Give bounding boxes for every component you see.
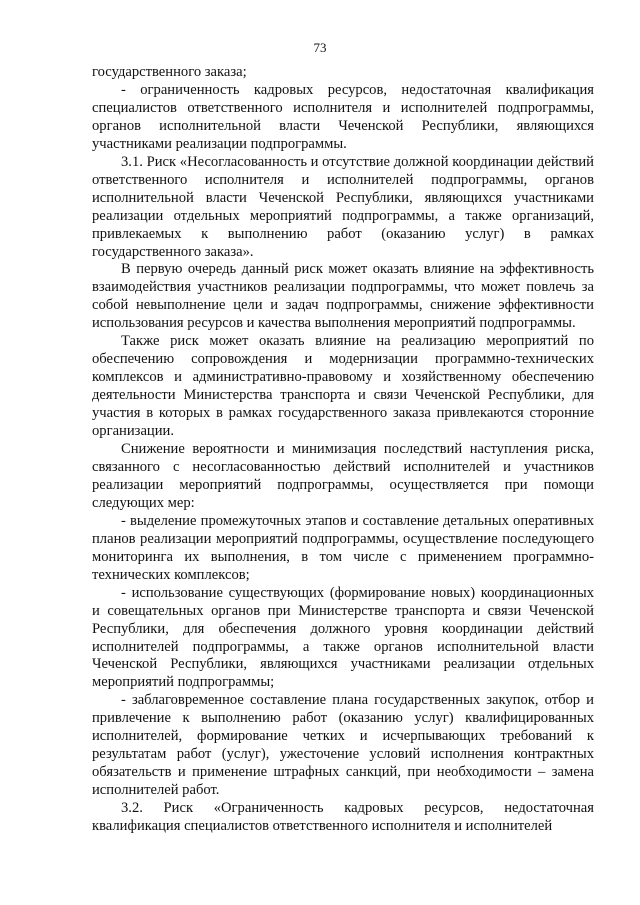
paragraph: Также риск может оказать влияние на реализацию мероприятий по обеспечению сопровождения и модернизации программно-технических комплексов и административно-правовому и хозяйственному обеспечению деятельности Министерства транспорта и связи Чеченской Республики, для участия в которых в рамках государственного заказа привлекаются сторонние организации. xyxy=(92,333,594,440)
list-item: - использование существующих (формирование новых) координационных и совещательных органов при Министерстве транспорта и связи Чеченской Республики, для обеспечения должного уровня координации действий исполнителей подпрограммы, а также органов исполнительной власти Чеченской Республики, являющихся участниками реализации отдельных мероприятий подпрограммы; xyxy=(92,584,594,691)
paragraph: 3.2. Риск «Ограниченность кадровых ресурсов, недостаточная квалификация специалистов ответственного исполнителя и исполнителей xyxy=(92,800,594,835)
page-number: 73 xyxy=(313,40,327,55)
paragraph: государственного заказа; xyxy=(92,64,247,80)
paragraph: В первую очередь данный риск может оказать влияние на эффективность взаимодействия участников реализации подпрограммы, что может повлечь за собой невыполнение цели и задач подпрограммы, снижение эффективности использования ресурсов и качества выполнения мероприятий подпрограммы. xyxy=(92,261,594,332)
document-body xyxy=(92,64,594,836)
list-item: - выделение промежуточных этапов и составление детальных оперативных планов реализации мероприятий подпрограммы, осуществление последующего мониторинга их выполнения, в том числе с применением программно-технических комплексов; xyxy=(92,512,594,583)
paragraph: Снижение вероятности и минимизация последствий наступления риска, связанного с несогласованностью действий исполнителей и участников реализации мероприятий подпрограммы, осуществляется при помощи следующих мер: xyxy=(92,441,594,511)
paragraph: 3.1. Риск «Несогласованность и отсутствие должной координации действий ответственного исполнителя и исполнителей подпрограммы, органов исполнительной власти Чеченской Республики, являющихся участниками реализации отдельных мероприятий подпрограммы, а также организаций, привлекаемых к выполнению работ (оказанию услуг) в рамках государственного заказа». xyxy=(92,153,594,260)
list-item: - заблаговременное составление плана государственных закупок, отбор и привлечение к выполнению работ (оказанию услуг) квалифицированных исполнителей, формирование четких и исчерпывающих требований к результатам работ (услуг), ужесточение условий исполнения контрактных обязательств и применение штрафных санкций, при необходимости – замена исполнителей работ. xyxy=(92,692,594,799)
paragraph: - ограниченность кадровых ресурсов, недостаточная квалификация специалистов ответственного исполнителя и исполнителей подпрограммы, органов исполнительной власти Чеченской Республики, являющихся участниками реализации подпрограммы. xyxy=(92,81,594,152)
